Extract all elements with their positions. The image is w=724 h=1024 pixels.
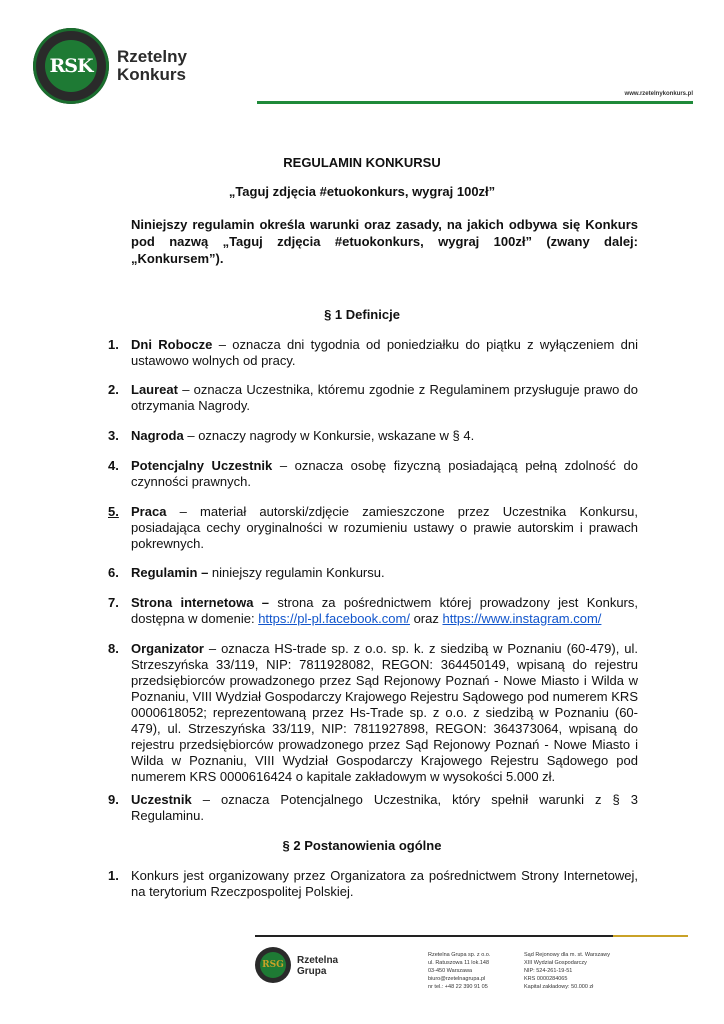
definition-text: niniejszy regulamin Konkursu.: [208, 565, 385, 580]
item-number: 4.: [108, 458, 119, 473]
brand-name: [117, 48, 187, 84]
item-number: 5.: [108, 504, 119, 519]
footer-brand: [297, 955, 338, 977]
definition-text: – oznacza osobę fizyczną posiadającą pełną zdolność do czynności prawnych.: [131, 458, 638, 489]
footer-line: KRS 0000284065: [524, 976, 568, 982]
definition-term: Regulamin –: [131, 565, 209, 580]
item-number: 6.: [108, 565, 119, 580]
footer-logo: [255, 947, 291, 983]
definition-term: Laureat: [131, 382, 178, 397]
item-number: 1.: [108, 868, 119, 883]
footer-phone: nr tel.: +48 22 390 91 05: [428, 984, 488, 990]
definition-term: Organizator: [131, 641, 204, 656]
definition-item: [108, 565, 638, 581]
footer-registry-info: [524, 951, 610, 991]
footer-line: Rzetelna Grupa sp. z o.o.: [428, 952, 491, 958]
definition-item: [108, 428, 638, 444]
item-number: 1.: [108, 337, 119, 352]
item-number: 3.: [108, 428, 119, 443]
footer-brand-line-1: Rzetelna: [297, 955, 339, 966]
section-1-heading: § 1 Definicje: [324, 307, 400, 322]
intro-paragraph: Niniejszy regulamin określa warunki oraz zasady, na jakich odbywa się Konkurs pod nazwą „Taguj zdjęcia #etuokonkurs, wygraj 100zł” (zwany dalej: „Konkursem”).: [131, 217, 638, 266]
site-url[interactable]: www.rzetelnykonkurs.pl: [624, 91, 693, 97]
definition-term: Praca: [131, 504, 167, 519]
item-number: 2.: [108, 382, 119, 397]
item-number: 8.: [108, 641, 119, 656]
brand-line-1: Rzetelny: [117, 47, 187, 66]
definition-item: [108, 504, 638, 552]
brand-line-2: Konkurs: [117, 65, 186, 84]
footer-line: Sąd Rejonowy dla m. st. Warszawy: [524, 952, 610, 958]
definition-text: – oznacza Potencjalnego Uczestnika, który spełnił warunki z § 3 Regulaminu.: [131, 792, 638, 823]
document-title: REGULAMIN KONKURSU: [283, 155, 441, 170]
definition-text: – materiał autorski/zdjęcie zamieszczone przez Uczestnika Konkursu, posiadająca cechy oryginalności w rozumieniu ustawy o prawie autorskim i prawach pokrewnych.: [131, 504, 638, 551]
link-separator: oraz: [409, 611, 443, 626]
definition-item: [108, 458, 638, 490]
footer-line: Kapitał zakładowy: 50.000 zł: [524, 984, 594, 990]
definition-text: – oznacza Uczestnika, któremu zgodnie z Regulaminem przysługuje prawo do otrzymania Nagrody.: [131, 382, 638, 413]
instagram-link[interactable]: https://www.instagram.com/: [442, 611, 602, 626]
item-number: 7.: [108, 595, 119, 610]
section-2-heading: § 2 Postanowienia ogólne: [282, 838, 442, 853]
logo: [33, 28, 109, 104]
definition-term: Nagroda: [131, 428, 184, 443]
definition-text: – oznaczy nagrody w Konkursie, wskazane w § 4.: [183, 428, 475, 443]
definition-text: strona za pośrednictwem której prowadzony jest Konkurs, dostępna w domenie:: [131, 595, 638, 626]
definition-text: – oznacza dni tygodnia od poniedziałku do piątku z wyłączeniem dni ustawowo wolnych od pracy.: [131, 337, 638, 368]
definition-item: [108, 595, 638, 627]
definition-item: [108, 337, 638, 369]
definition-term: Strona internetowa –: [131, 595, 270, 610]
document-subtitle: „Taguj zdjęcia #etuokonkurs, wygraj 100zł”: [228, 184, 496, 199]
item-number: 9.: [108, 792, 119, 807]
definition-item: [108, 382, 638, 414]
footer-company-address: [428, 951, 490, 991]
definition-term: Uczestnik: [131, 792, 192, 807]
definition-item: [108, 641, 638, 785]
footer-line: 03-450 Warszawa: [428, 968, 473, 974]
footer-brand-line-2: Grupa: [297, 966, 327, 977]
footer-email[interactable]: biuro@rzetelnagrupa.pl: [428, 976, 486, 982]
definition-text: – oznacza HS-trade sp. z o.o. sp. k. z siedzibą w Poznaniu (60-479), ul. Strzeszyńska 33/119, NIP: 7811928082, REGON: 364450149, wpisaną do rejestru przedsiębiorców prowadzonego przez Sąd Rejonowy Poznań - Nowe Miasto i Wilda w Poznaniu, VIII Wydział Gospodarczy Krajowego Rejestru Sądowego pod numerem KRS 0000618052; reprezentowaną przez Hs-Trade sp. z o.o. z siedzibą w Poznaniu (60-479), ul. Strzeszyńska 33/119, NIP: 7811927898, REGON: 364373064, wpisaną do rejestru przedsiębiorców prowadzonego przez Sąd Rejonowy Poznań - Nowe Miasto i Wilda w Poznaniu, VIII Wydział Gospodarczy Krajowego Rejestru Sądowego pod numerem KRS 0000616424 o kapitale zakładowym w wysokości 5.000 zł.: [131, 641, 638, 784]
facebook-link[interactable]: https://pl-pl.facebook.com/: [258, 611, 410, 626]
general-provision-item: [108, 868, 638, 900]
definition-term: Potencjalny Uczestnik: [131, 458, 273, 473]
header-divider: [257, 101, 693, 104]
definition-term: Dni Robocze: [131, 337, 213, 352]
footer-logo-monogram: RSG: [260, 952, 286, 978]
definition-item: [108, 792, 638, 824]
logo-emblem: [45, 40, 97, 92]
footer-divider: [255, 935, 688, 937]
footer-divider-accent: [613, 935, 688, 937]
footer-line: ul. Ratuszowa 11 lok.148: [428, 960, 490, 966]
logo-monogram: RSK: [49, 55, 93, 77]
footer-line: XIII Wydział Gospodarczy: [524, 960, 587, 966]
provision-text: Konkurs jest organizowany przez Organizatora za pośrednictwem Strony Internetowej, na terytorium Rzeczpospolitej Polskiej.: [131, 868, 638, 899]
footer-line: NIP: 524-261-19-51: [524, 968, 573, 974]
